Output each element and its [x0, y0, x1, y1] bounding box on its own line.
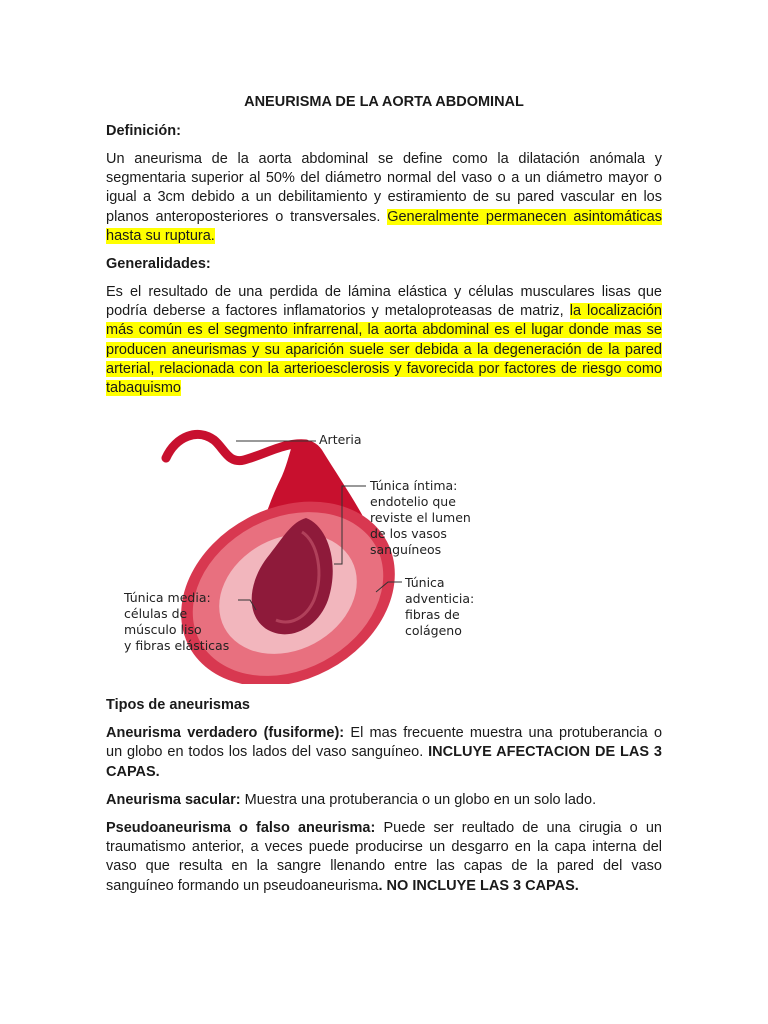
generalidades-highlight: la localización más común es el segmento infrarrenal, la aorta abdominal es el lugar donde mas se producen aneurismas y su aparición suele ser debida a la degeneración de la pared arterial, relacionada con la arterioesclerosis y favorecida por factores de riesgo como tabaquismo — [106, 303, 662, 397]
sacular-label: Aneurisma sacular: — [106, 791, 241, 808]
definicion-text: Un aneurisma de la aorta abdominal se define como la dilatación anómala y segmentaria superior al 50% del diámetro normal del vaso o a un diámetro mayor o igual a 3cm debido a un debilitamiento y estiramiento de su pared vascular en los planos anteroposteriores o transversales. — [106, 151, 662, 225]
definicion-highlight: Generalmente permanecen asintomáticas hasta su ruptura. — [106, 208, 662, 244]
verdadero-text: El mas frecuente muestra una protuberancia o un globo en todos los lados del vaso sanguíneo. — [106, 725, 663, 761]
label-arteria: Arteria — [319, 432, 362, 448]
pseudo-label: Pseudoaneurisma o falso aneurisma: — [106, 820, 376, 837]
pseudo-bold-tail: . NO INCLUYE LAS 3 CAPAS. — [378, 877, 579, 894]
label-tunica-media: Túnica media: células de músculo liso y fibras elásticas — [124, 590, 230, 654]
verdadero-paragraph — [106, 724, 662, 782]
definicion-paragraph — [106, 150, 662, 246]
generalidades-text: Es el resultado de una perdida de lámina elástica y células musculares lisas que podría deberse a factores inflamatorios y metaloproteasas de matriz, — [106, 284, 662, 320]
tipos-heading: Tipos de aneurismas — [106, 697, 250, 714]
sacular-paragraph — [106, 791, 662, 810]
document-title: ANEURISMA DE LA AORTA ABDOMINAL — [244, 94, 524, 110]
verdadero-label: Aneurisma verdadero (fusiforme): — [106, 725, 345, 742]
label-tunica-intima: Túnica íntima: endotelio que reviste el lumen de los vasos sanguíneos — [370, 478, 471, 558]
sacular-text: Muestra una protuberancia o un globo en un solo lado. — [240, 791, 597, 808]
pseudo-text: Puede ser reultado de una cirugia o un traumatismo anterior, a veces puede producirse un desgarro en la capa interna del vaso que resulta en la sangre llenando entre las capas de la pared del vaso sanguíneo formando un pseudoaneurisma — [106, 820, 662, 894]
definicion-heading: Definición: — [106, 123, 181, 139]
verdadero-bold-tail: INCLUYE AFECTACION DE LAS 3 CAPAS. — [106, 744, 662, 780]
pseudo-paragraph — [106, 819, 662, 896]
generalidades-heading: Generalidades: — [106, 256, 211, 273]
generalidades-paragraph — [106, 283, 662, 398]
artery-illustration — [106, 414, 662, 684]
artery-tail — [166, 435, 306, 461]
document-page — [106, 92, 662, 905]
label-tunica-adventicia: Túnica adventicia: fibras de colágeno — [405, 575, 475, 639]
